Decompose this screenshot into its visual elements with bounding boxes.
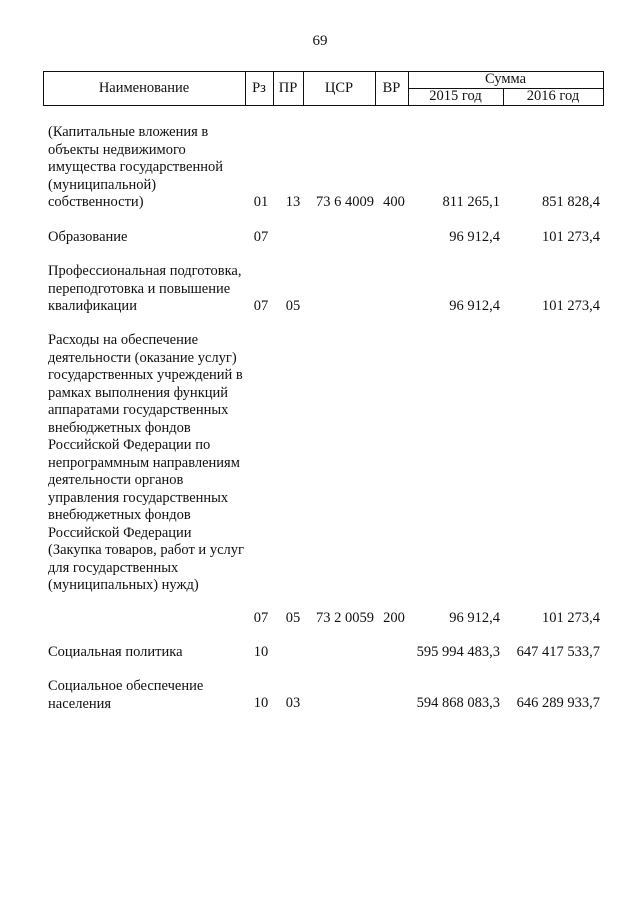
row-vr: 200	[383, 610, 405, 626]
row-rz: 07	[253, 298, 269, 314]
row-pr: 13	[285, 194, 301, 210]
col-header-csr: ЦСР	[324, 79, 354, 96]
col-header-vr: ВР	[382, 79, 401, 96]
row-csr: 73 2 0059	[316, 610, 374, 626]
row-pr: 03	[285, 695, 301, 711]
row-2015: 595 994 483,3	[416, 644, 500, 660]
row-rz: 01	[253, 194, 269, 210]
row-vr: 400	[383, 194, 405, 210]
row-2015: 594 868 083,3	[416, 695, 500, 711]
row-rz: 07	[253, 610, 269, 626]
table-header	[43, 71, 603, 105]
row-2015: 811 265,1	[442, 194, 500, 210]
row-2016: 646 289 933,7	[516, 695, 600, 711]
row-name: Социальная политика	[48, 644, 183, 660]
row-rz: 07	[253, 229, 269, 245]
page-number: 69	[312, 33, 328, 49]
col-header-sum: Сумма	[484, 71, 527, 87]
row-rz: 10	[253, 695, 269, 711]
row-2016: 647 417 533,7	[516, 644, 600, 660]
row-name: Профессиональная подготовка, переподготовка и повышение квалификации	[48, 263, 242, 314]
row-name: Образование	[48, 229, 128, 245]
row-name: (Капитальные вложения в объекты недвижимого имущества государственной (муниципальной) собственности)	[48, 124, 223, 210]
row-pr: 05	[285, 610, 301, 626]
row-2016: 101 273,4	[542, 610, 600, 626]
row-2015: 96 912,4	[449, 229, 500, 245]
col-header-name: Наименование	[98, 79, 190, 96]
col-header-2015: 2015 год	[429, 88, 482, 104]
row-2016: 851 828,4	[542, 194, 600, 210]
row-2015: 96 912,4	[449, 610, 500, 626]
col-header-pr: ПР	[278, 79, 298, 96]
row-rz: 10	[253, 644, 269, 660]
row-2015: 96 912,4	[449, 298, 500, 314]
row-csr: 73 6 4009	[316, 194, 374, 210]
row-2016: 101 273,4	[542, 298, 600, 314]
row-name: Социальное обеспечение населения	[48, 678, 204, 712]
row-name: Расходы на обеспечение деятельности (оказание услуг) государственных учреждений в рамках выполнения функций аппаратами государственных внебюджетных фондов Российской Федерации по непрограммным направлениям деятельности органов управления государственных внебюджетных фондов Российской Федерации (Закупка товаров, работ и услуг для государственных (муниципальных) нужд)	[48, 332, 244, 593]
row-pr: 05	[285, 298, 301, 314]
row-2016: 101 273,4	[542, 229, 600, 245]
col-header-2016: 2016 год	[526, 88, 580, 104]
col-header-rz: Рз	[252, 79, 266, 96]
